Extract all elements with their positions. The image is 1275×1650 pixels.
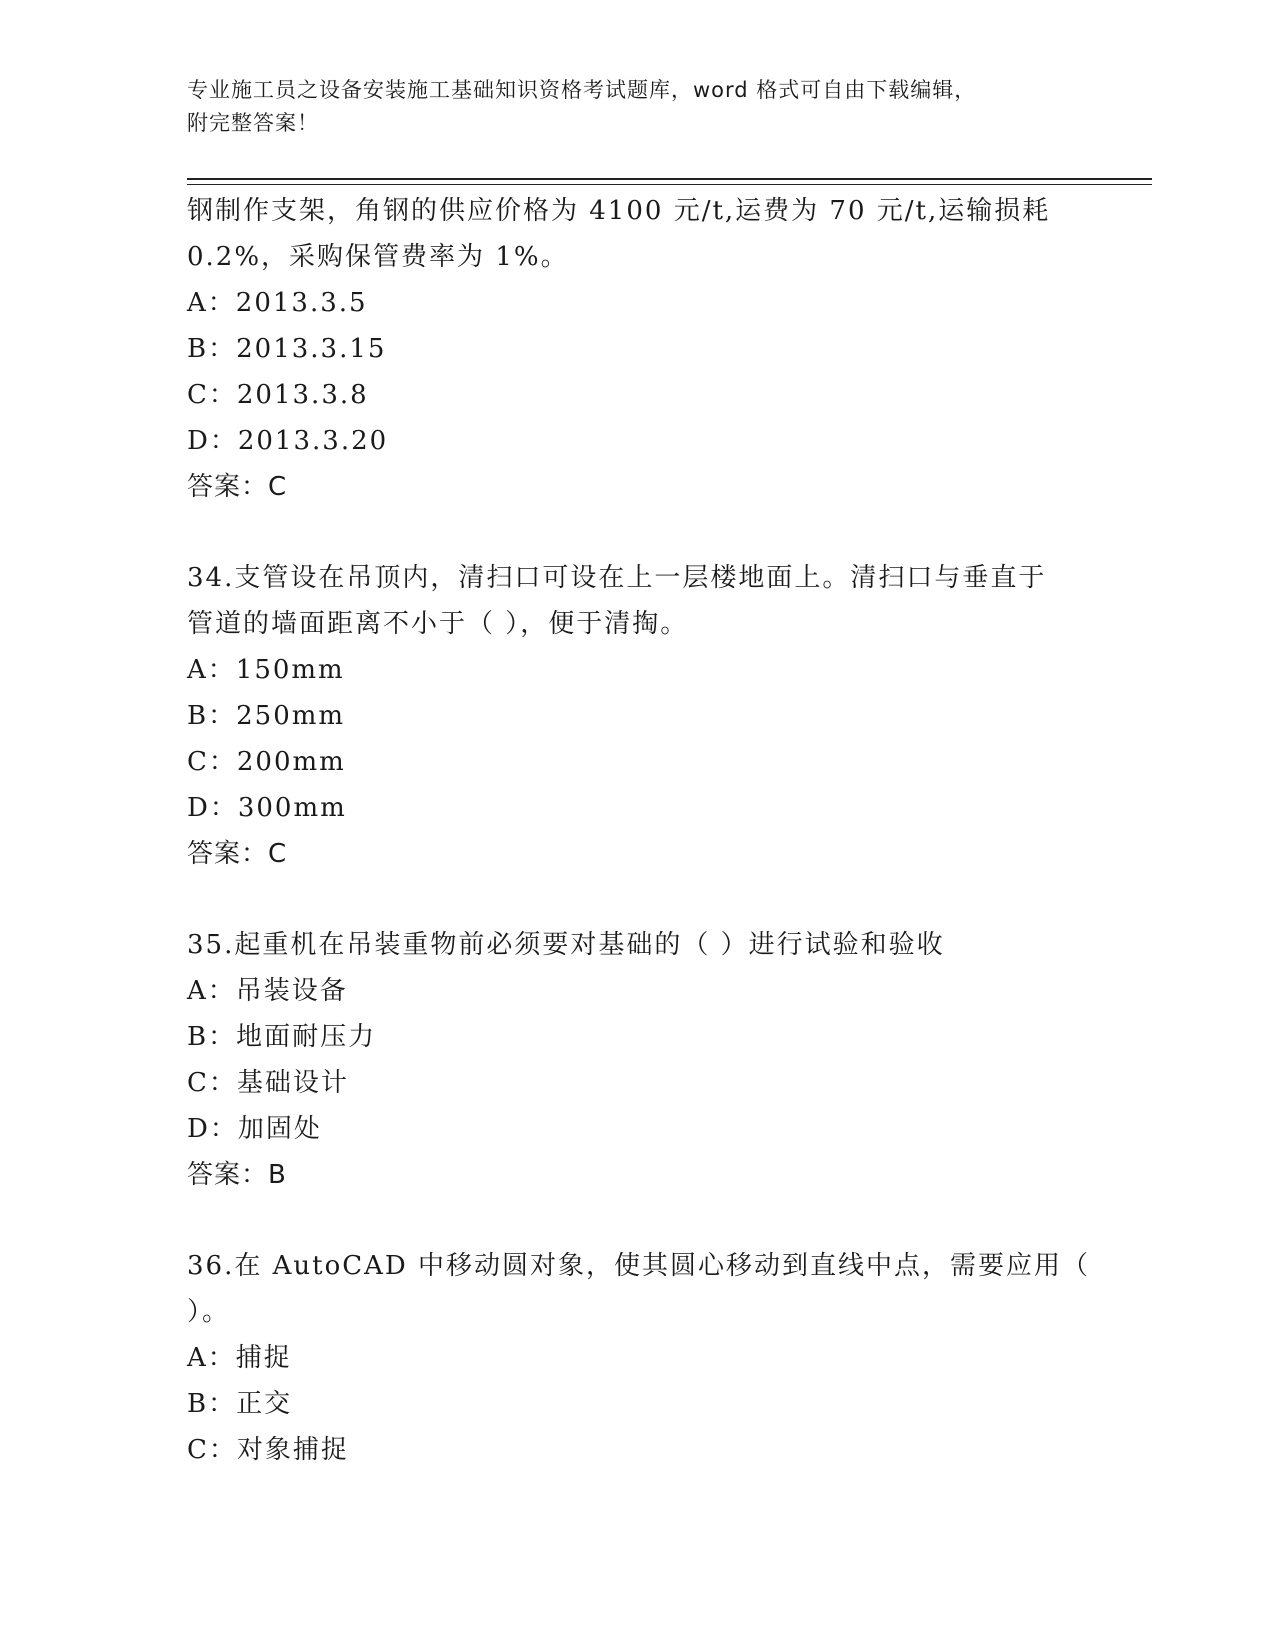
option-d: D：300mm bbox=[187, 793, 347, 823]
question-stem-line: 钢制作支架，角钢的供应价格为 4100 元/t,运费为 70 元/t,运输损耗 bbox=[187, 196, 1051, 226]
document-header bbox=[187, 74, 1067, 140]
question-stem-line: 36.在 AutoCAD 中移动圆对象，使其圆心移动到直线中点，需要应用（ bbox=[187, 1251, 1091, 1281]
question-stem-line: 管道的墙面距离不小于（ ），便于清掏。 bbox=[187, 609, 689, 639]
question-stem-line: ）。 bbox=[187, 1297, 231, 1327]
option-a: A：2013.3.5 bbox=[187, 288, 368, 318]
header-divider-thick bbox=[187, 178, 1152, 180]
question-33 bbox=[187, 188, 1087, 510]
option-b: B：250mm bbox=[187, 701, 346, 731]
option-a: A：吊装设备 bbox=[187, 976, 348, 1006]
question-list bbox=[187, 188, 1091, 1473]
answer: 答案：C bbox=[187, 472, 288, 502]
header-line-2: 附完整答案！ bbox=[187, 111, 319, 135]
option-b: B：正交 bbox=[187, 1389, 293, 1419]
answer: 答案：B bbox=[187, 1160, 287, 1190]
question-stem-line: 35.起重机在吊装重物前必须要对基础的（ ）进行试验和验收 bbox=[187, 930, 945, 960]
option-b: B：2013.3.15 bbox=[187, 334, 387, 364]
header-line-1: 专业施工员之设备安装施工基础知识资格考试题库，word 格式可自由下载编辑， bbox=[187, 78, 977, 102]
question-stem-line: 0.2%，采购保管费率为 1%。 bbox=[187, 242, 569, 272]
option-c: C：基础设计 bbox=[187, 1068, 349, 1098]
answer: 答案：C bbox=[187, 839, 288, 869]
question-35 bbox=[187, 922, 1087, 1198]
option-c: C：200mm bbox=[187, 747, 346, 777]
option-d: D：加固处 bbox=[187, 1114, 322, 1144]
option-d: D：2013.3.20 bbox=[187, 426, 389, 456]
option-a: A：捕捉 bbox=[187, 1343, 292, 1373]
option-c: C：2013.3.8 bbox=[187, 380, 369, 410]
option-b: B：地面耐压力 bbox=[187, 1022, 377, 1052]
option-c: C：对象捕捉 bbox=[187, 1435, 349, 1465]
question-stem-line: 34.支管设在吊顶内，清扫口可设在上一层楼地面上。清扫口与垂直于 bbox=[187, 563, 1047, 593]
question-36 bbox=[187, 1243, 1091, 1473]
option-a: A：150mm bbox=[187, 655, 345, 685]
header-divider-thin bbox=[187, 184, 1152, 185]
question-34 bbox=[187, 555, 1087, 877]
